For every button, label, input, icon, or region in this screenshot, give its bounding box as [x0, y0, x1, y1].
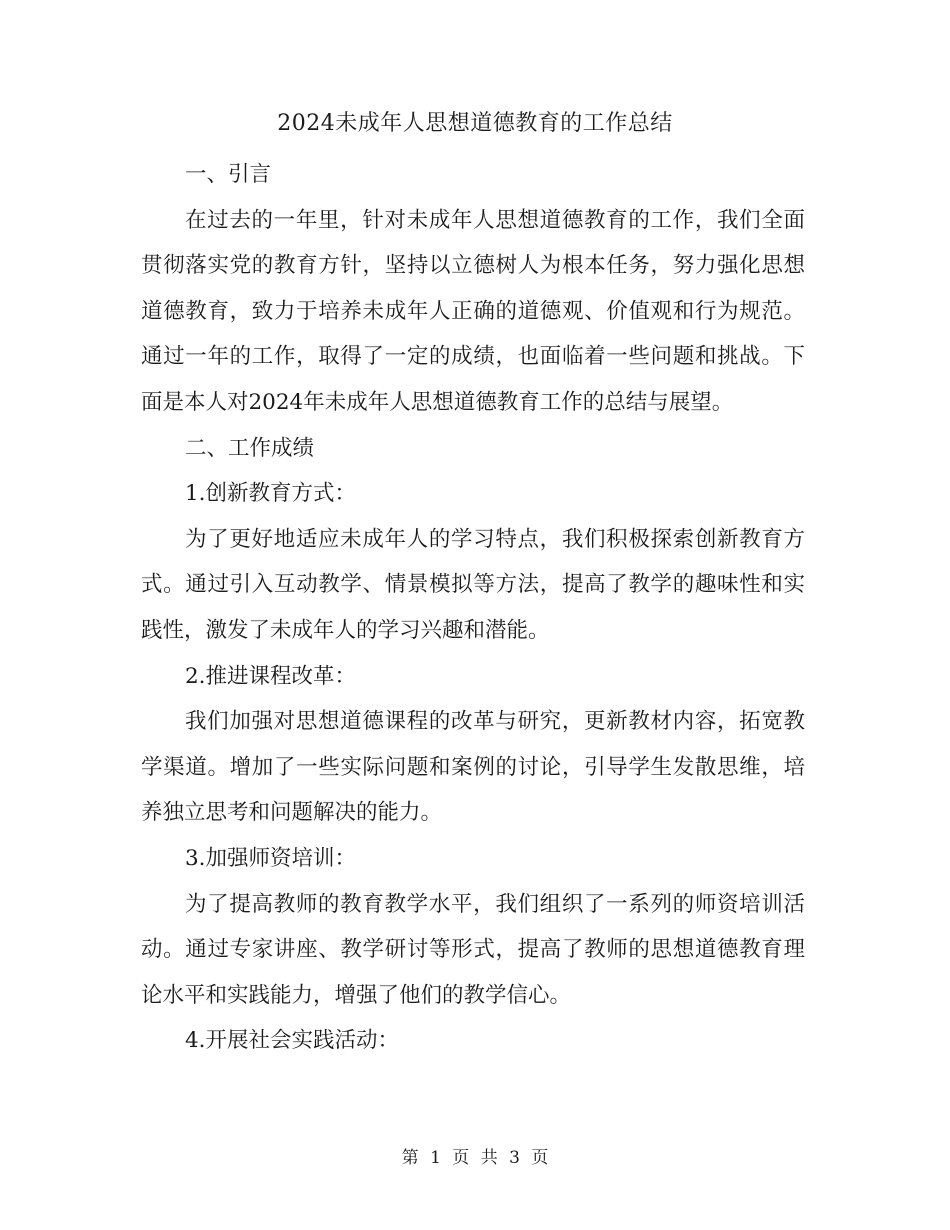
- paragraph-teacher-training: 为了提高教师的教育教学水平，我们组织了一系列的师资培训活动。通过专家讲座、教学研讨等形式，提高了教师的思想道德教育理论水平和实践能力，增强了他们的教学信心。: [141, 891, 805, 1008]
- subheading-social-practice: 4.开展社会实践活动：: [185, 1028, 400, 1054]
- paragraph-curriculum-reform: 我们加强对思想道德课程的改革与研究，更新教材内容，拓宽教学渠道。增加了一些实际问题和案例的讨论，引导学生发散思维，培养独立思考和问题解决的能力。: [141, 709, 805, 826]
- document-body: [141, 152, 805, 1064]
- subheading-teacher-training: 3.加强师资培训：: [185, 845, 357, 871]
- subheading-innovate-methods: 1.创新教育方式：: [185, 481, 357, 507]
- paragraph-innovate-methods: 为了更好地适应未成年人的学习特点，我们积极探索创新教育方式。通过引入互动教学、情景模拟等方法，提高了教学的趣味性和实践性，激发了未成年人的学习兴趣和潜能。: [141, 526, 805, 643]
- subheading-curriculum-reform: 2.推进课程改革：: [185, 663, 357, 689]
- section-heading-achievements: 二、工作成绩: [185, 435, 315, 461]
- page-footer: 第 1 页 共 3 页: [401, 1148, 549, 1168]
- document-title: 2024未成年人思想道德教育的工作总结: [277, 111, 673, 136]
- paragraph-intro: 在过去的一年里，针对未成年人思想道德教育的工作，我们全面贯彻落实党的教育方针，坚持以立德树人为根本任务，努力强化思想道德教育，致力于培养未成年人正确的道德观、价值观和行为规范。通过一年的工作，取得了一定的成绩，也面临着一些问题和挑战。下面是本人对2024年未成年人思想道德教育工作的总结与展望。: [141, 207, 805, 415]
- section-heading-intro: 一、引言: [185, 162, 272, 187]
